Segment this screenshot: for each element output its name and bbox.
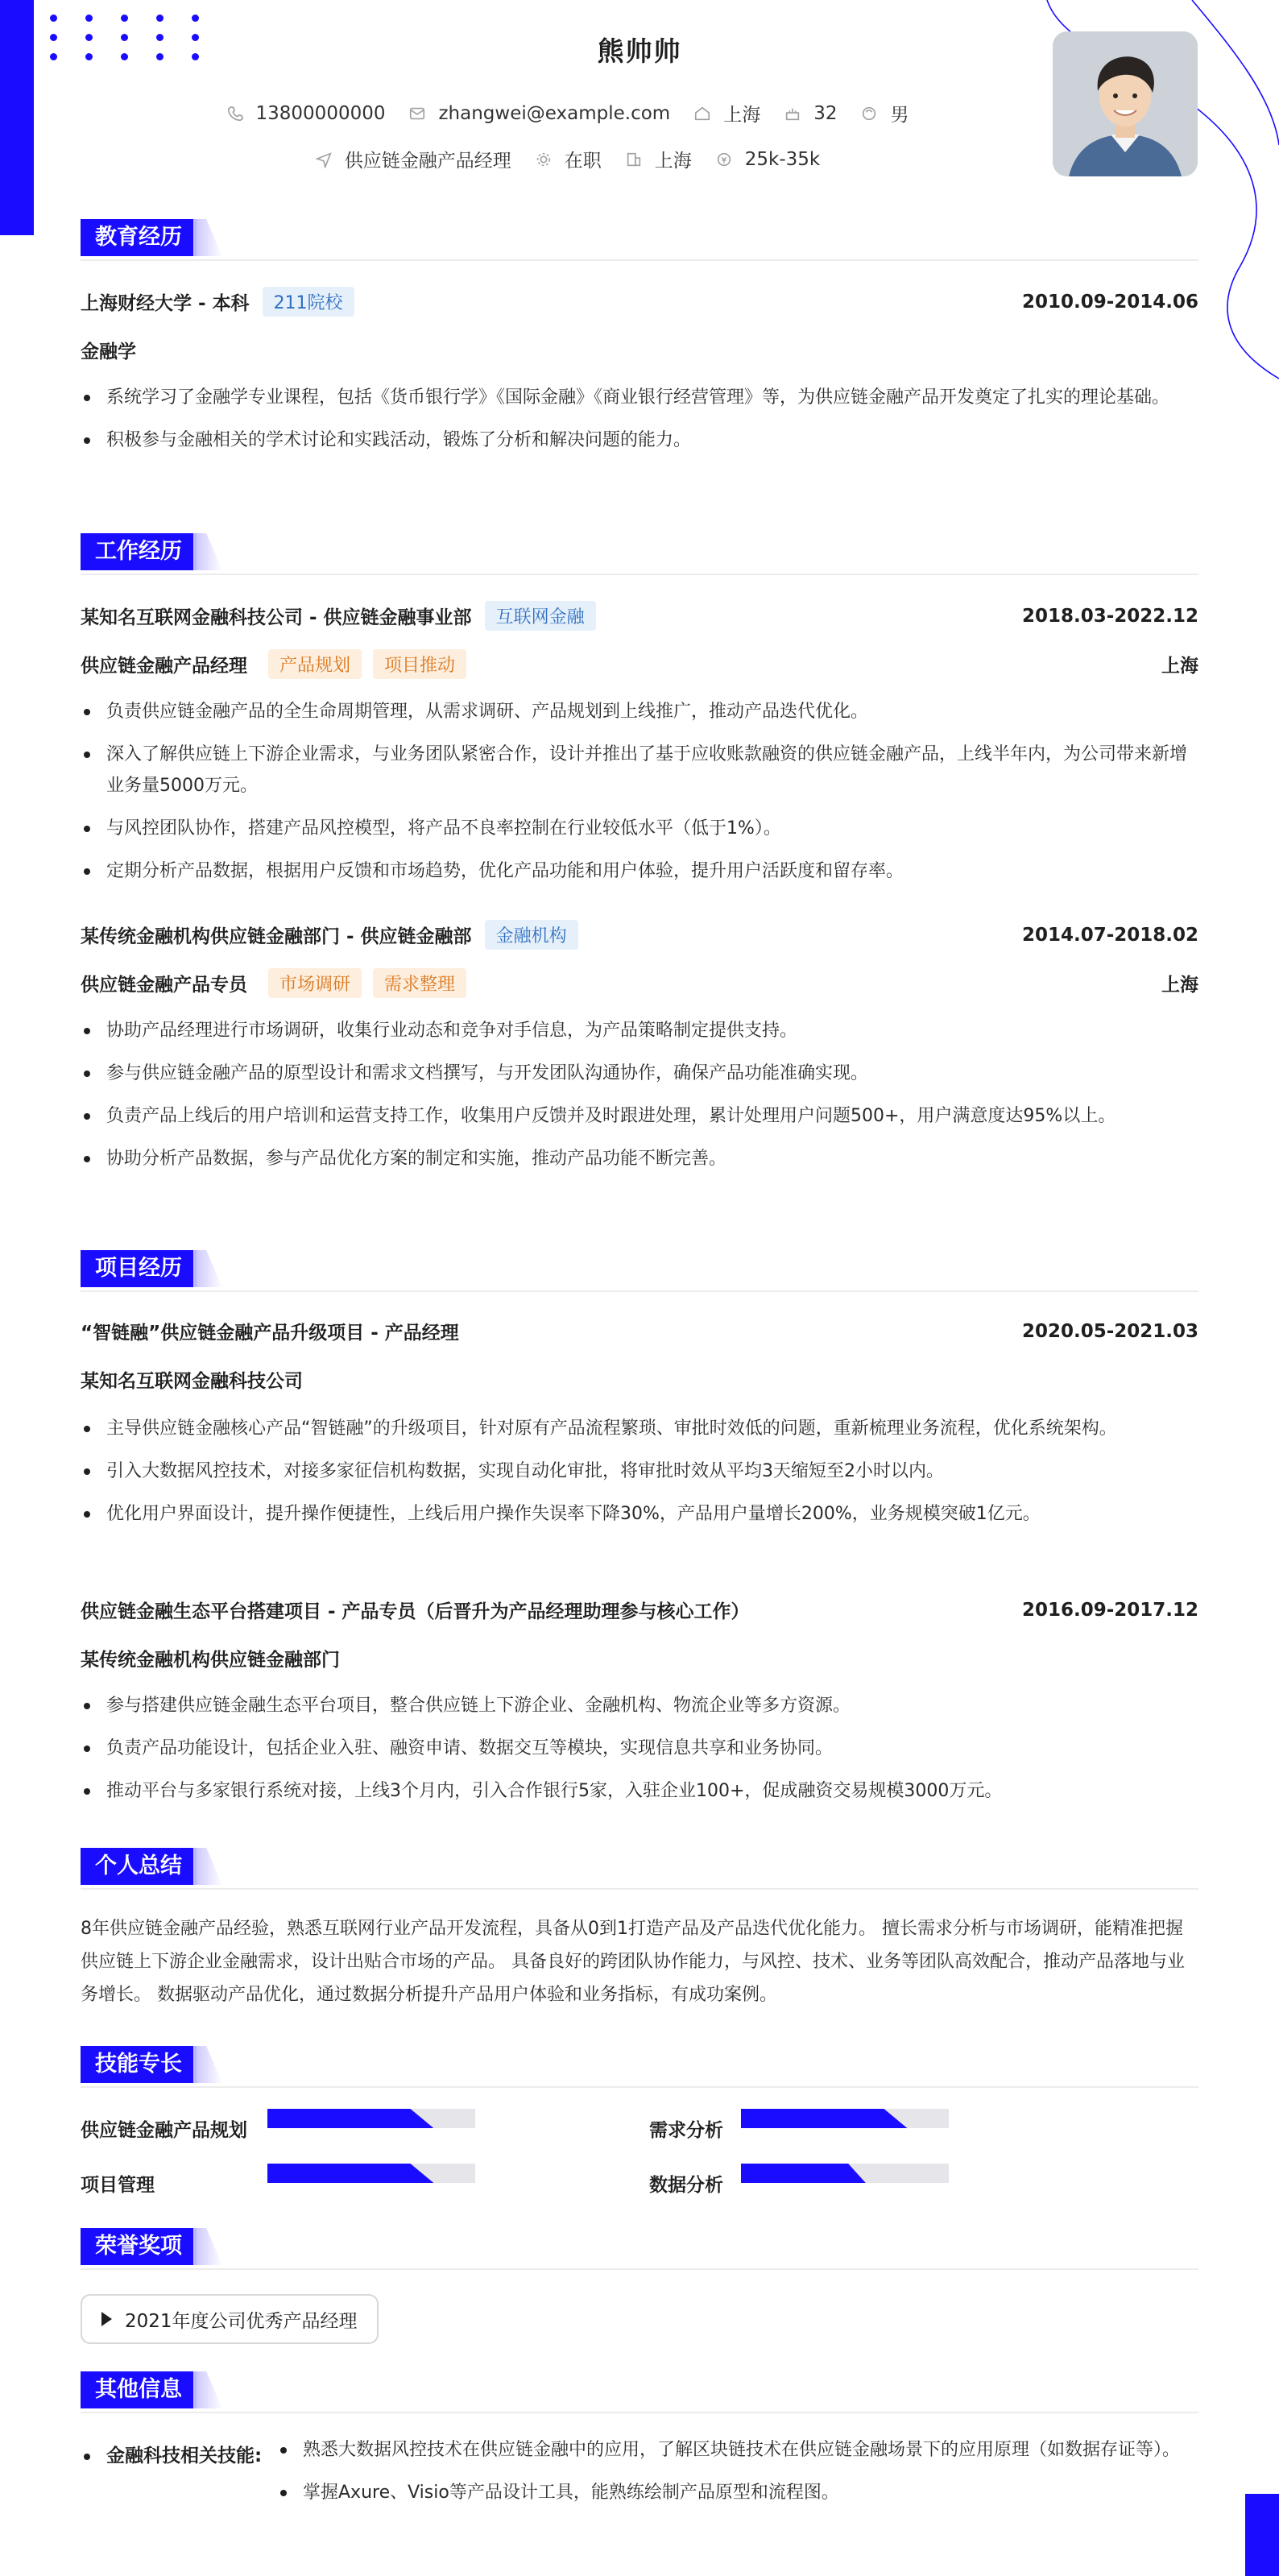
section-project [81,1250,1198,1292]
project-title: 供应链金融生态平台搭建项目 - 产品专员（后晋升为产品经理助理参与核心工作） [81,1601,750,1622]
school-tag: 211院校 [263,287,354,317]
project-org-row [81,1366,1198,1393]
city-item [624,146,692,172]
company-name: 某知名互联网金融科技公司 - 供应链金融事业部 [81,607,472,628]
work-bullets [81,1015,1198,1186]
status-item [534,146,602,172]
skill-name: 项目管理 [81,2175,155,2196]
work-date: 2018.03-2022.12 [1021,605,1198,627]
list-item: 与风控团队协作，搭建产品风控模型，将产品不良率控制在行业较低水平（低于1%）。 [81,813,1198,844]
home-icon [693,104,712,123]
education-date: 2010.09-2014.06 [1021,291,1198,313]
building-icon [624,150,644,169]
skill-name: 供应链金融产品规划 [81,2120,247,2141]
work-role-row [81,968,1198,998]
section-work [81,533,1198,575]
salary-item [714,149,820,170]
section-summary [81,1848,1198,1890]
list-item: 深入了解供应链上下游企业需求，与业务团队紧密合作，设计并推出了基于应收账款融资的供应链金融产品，上线半年内，为公司带来新增业务量5000万元。 [81,739,1198,801]
list-item: 主导供应链金融核心产品“智链融”的升级项目，针对原有产品流程繁琐、审批时效低的问题，重新梳理业务流程，优化系统架构。 [81,1413,1198,1444]
role-tag: 项目推动 [373,649,466,679]
cake-icon [783,104,802,123]
gender-icon [859,104,879,123]
work-date: 2014.07-2018.02 [1021,924,1198,946]
list-item: 系统学习了金融学专业课程，包括《货币银行学》《国际金融》《商业银行经营管理》等，为供应链金融产品开发奠定了扎实的理论基础。 [81,382,1198,413]
email-value: zhangwei@example.com [438,102,671,124]
project-date: 2020.05-2021.03 [1021,1320,1198,1342]
list-item: 协助分析产品数据，参与产品优化方案的制定和实施，推动产品功能不断完善。 [81,1143,1198,1174]
phone-icon [226,104,245,123]
hometown-item [693,100,760,126]
other-label: 金融科技相关技能: [106,2446,263,2466]
award-item[interactable] [81,2294,379,2344]
skill-name: 数据分析 [649,2175,723,2196]
section-title: 教育经历 [81,219,197,256]
job-intent-row [68,146,1066,172]
other-bullets [277,2434,1198,2520]
decor-bar-right [1245,2494,1279,2576]
work-role-row [81,649,1198,679]
award-text: 2021年度公司优秀产品经理 [125,2310,358,2332]
role-name: 供应链金融产品经理 [81,656,247,677]
coin-icon [714,150,734,169]
major-name: 金融学 [81,342,136,362]
project-bullets [81,1413,1198,1541]
skill-fill [741,2164,866,2183]
project-org: 某知名互联网金融科技公司 [81,1371,303,1392]
skill-item [81,2170,155,2197]
work-header [81,920,1198,950]
project-org: 某传统金融机构供应链金融部门 [81,1650,340,1671]
education-major-row [81,337,1198,363]
email-item [408,103,670,124]
city-value: 上海 [654,151,692,172]
list-item: 熟悉大数据风控技术在供应链金融中的应用，了解区块链技术在供应链金融场景下的应用原理（如数据存证等）。 [277,2434,1198,2466]
contact-row [68,100,1066,126]
list-item: 推动平台与多家银行系统对接，上线3个月内，引入合作银行5家，入驻企业100+，促成融资交易规模3000万元。 [81,1775,1198,1807]
list-item: 参与供应链金融产品的原型设计和需求文档撰写，与开发团队沟通协作，确保产品功能准确实现。 [81,1058,1198,1089]
salary-value: 25k-35k [744,148,821,170]
play-icon [101,2312,112,2326]
work-location: 上海 [1161,975,1198,996]
position-value: 供应链金融产品经理 [344,151,511,172]
education-header [81,287,1198,317]
role-tag: 需求整理 [373,968,466,998]
section-title: 荣誉奖项 [81,2228,197,2265]
education-bullets [81,382,1198,467]
work-location: 上海 [1161,656,1198,677]
candidate-name: 熊帅帅 [597,35,682,67]
skill-item [649,2115,723,2142]
section-other [81,2371,1198,2413]
list-item: 参与搭建供应链金融生态平台项目，整合供应链上下游企业、金融机构、物流企业等多方资源。 [81,1690,1198,1721]
list-item: 引入大数据风控技术，对接多家征信机构数据，实现自动化审批，将审批时效从平均3天缩短至2小时以内。 [81,1456,1198,1487]
list-item: 负责供应链金融产品的全生命周期管理，从需求调研、产品规划到上线推广，推动产品迭代优化。 [81,696,1198,727]
position-item [314,146,511,172]
project-header [81,1318,1198,1344]
list-item: 积极参与金融相关的学术讨论和实践活动，锻炼了分析和解决问题的能力。 [81,425,1198,456]
skill-fill [267,2109,433,2128]
role-tag: 市场调研 [268,968,362,998]
work-bullets [81,696,1198,898]
school-name: 上海财经大学 - 本科 [81,293,250,314]
section-title: 技能专长 [81,2046,197,2083]
industry-tag: 互联网金融 [485,601,596,631]
bullet-dot [84,2454,90,2460]
list-item: 负责产品上线后的用户培训和运营支持工作，收集用户反馈并及时跟进处理，累计处理用户问题500+，用户满意度达95%以上。 [81,1100,1198,1132]
phone-value: 13800000000 [255,102,386,124]
project-org-row [81,1645,1198,1671]
skill-item [649,2170,723,2197]
role-name: 供应链金融产品专员 [81,975,247,996]
industry-tag: 金融机构 [485,920,578,950]
status-value: 在职 [564,151,602,172]
list-item: 优化用户界面设计，提升操作便捷性，上线后用户操作失误率下降30%，产品用户量增长200%，业务规模突破1亿元。 [81,1498,1198,1530]
phone-item [226,103,386,124]
summary-text: 8年供应链金融产品经验，熟悉互联网行业产品开发流程，具备从0到1打造产品及产品迭代优化能力。 擅长需求分析与市场调研，能精准把握供应链上下游企业金融需求，设计出贴合市场的产品。 具备良好的跨团队协作能力，与风控、技术、业务等团队高效配合，推动产品落地与业务增长。 数据驱动产品优化，通过数据分析提升产品用户体验和业务指标，有成功案例。 [81,1919,1185,2005]
project-date: 2016.09-2017.12 [1021,1599,1198,1621]
list-item: 定期分析产品数据，根据用户反馈和市场趋势，优化产品功能和用户体验，提升用户活跃度和留存率。 [81,855,1198,887]
skill-name: 需求分析 [649,2120,723,2141]
gender-item [859,100,909,126]
section-skills [81,2046,1198,2088]
project-title: “智链融”供应链金融产品升级项目 - 产品经理 [81,1323,459,1344]
gear-icon [534,150,553,169]
work-header [81,601,1198,631]
hometown-value: 上海 [723,105,761,126]
list-item: 负责产品功能设计，包括企业入驻、融资申请、数据交互等模块，实现信息共享和业务协同。 [81,1733,1198,1764]
avatar [1053,31,1198,176]
send-icon [314,150,333,169]
list-item: 掌握Axure、Visio等产品设计工具，能熟练绘制产品原型和流程图。 [277,2477,1198,2508]
age-value: 32 [813,102,838,124]
mail-icon [408,104,427,123]
age-item [783,103,837,124]
section-title: 项目经历 [81,1250,197,1287]
section-title: 工作经历 [81,533,197,570]
skill-item [81,2115,247,2142]
section-awards [81,2228,1198,2270]
list-item: 协助产品经理进行市场调研，收集行业动态和竞争对手信息，为产品策略制定提供支持。 [81,1015,1198,1046]
section-title: 个人总结 [81,1848,197,1885]
project-bullets [81,1690,1198,1818]
gender-value: 男 [890,105,909,126]
skill-fill [267,2164,433,2183]
project-header [81,1597,1198,1623]
section-title: 其他信息 [81,2371,197,2408]
role-tag: 产品规划 [268,649,362,679]
company-name: 某传统金融机构供应链金融部门 - 供应链金融部 [81,926,472,947]
skill-fill [741,2109,907,2128]
section-education [81,219,1198,261]
